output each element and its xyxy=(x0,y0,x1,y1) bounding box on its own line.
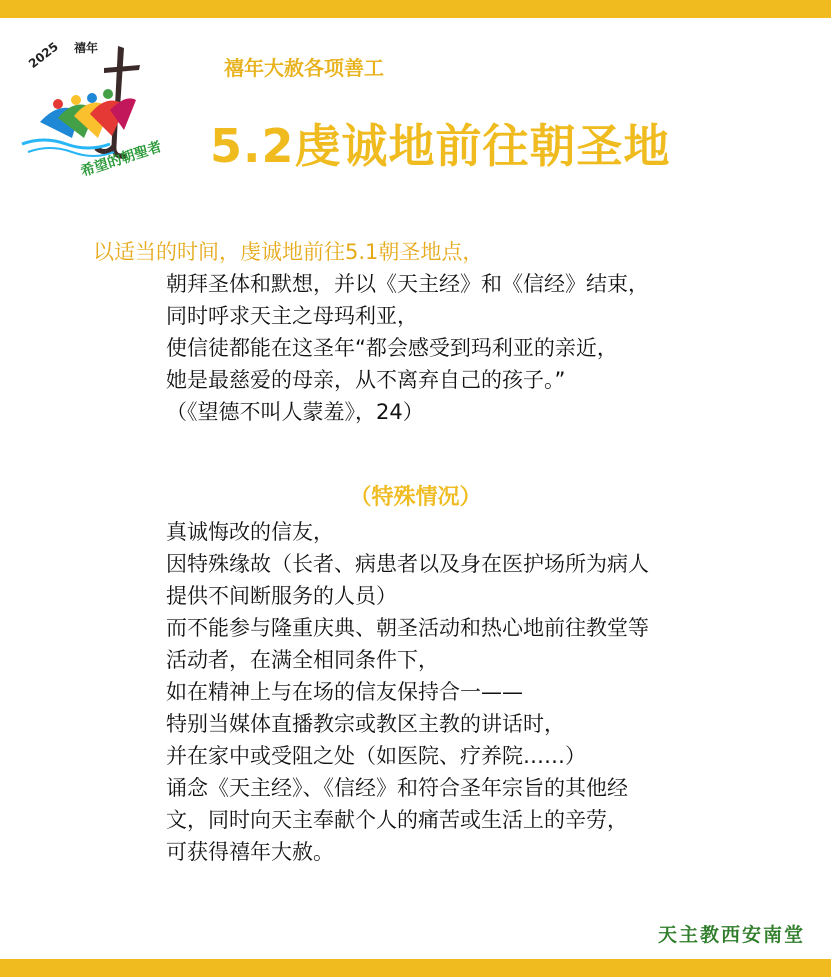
logo-slogan: 希望的朝聖者 xyxy=(78,138,164,181)
citation-line: （《望德不叫人蒙羞》，24） xyxy=(166,400,424,424)
body-line: 因特殊缘故（长者、病患者以及身在医护场所为病人 xyxy=(166,552,649,576)
bottom-accent-bar xyxy=(0,959,831,977)
body-line: 如在精神上与在场的信友保持合一—— xyxy=(166,680,523,704)
top-accent-bar xyxy=(0,0,831,18)
section2-body xyxy=(166,516,649,868)
body-line: 特别当媒体直播教宗或教区主教的讲话时， xyxy=(166,712,565,736)
body-line: 并在家中或受阻之处（如医院、疗养院……） xyxy=(166,744,586,768)
church-signature: 天主教西安南堂 xyxy=(657,924,805,946)
body-line: 同时呼求天主之母玛利亚， xyxy=(166,304,418,328)
body-line: 诵念《天主经》、《信经》和符合圣年宗旨的其他经 xyxy=(166,776,628,800)
section1-lead: 以适当的时间，虔诚地前往5.1朝圣地点， xyxy=(93,240,484,264)
page-title: 5.2虔诚地前往朝圣地 xyxy=(210,119,671,173)
series-title: 禧年大赦各项善工 xyxy=(224,56,384,80)
body-line: 使信徒都能在这圣年“都会感受到玛利亚的亲近， xyxy=(166,336,618,360)
body-line: 朝拜圣体和默想，并以《天主经》和《信经》结束， xyxy=(166,272,649,296)
logo-year: 2025 xyxy=(26,39,61,72)
jubilee-logo xyxy=(14,34,214,204)
body-line: 真诚悔改的信友， xyxy=(166,520,334,544)
section1-body xyxy=(166,268,649,428)
body-line: 活动者，在满全相同条件下， xyxy=(166,648,439,672)
special-case-heading: （特殊情况） xyxy=(349,485,482,510)
body-line: 她是最慈爱的母亲，从不离弃自己的孩子。” xyxy=(166,368,566,392)
body-line: 而不能参与隆重庆典、朝圣活动和热心地前往教堂等 xyxy=(166,616,649,640)
body-line: 可获得禧年大赦。 xyxy=(166,840,334,864)
body-line: 提供不间断服务的人员） xyxy=(166,584,397,608)
logo-jubilee-label: 禧年 xyxy=(74,41,99,55)
body-line: 文，同时向天主奉献个人的痛苦或生活上的辛劳， xyxy=(166,808,628,832)
